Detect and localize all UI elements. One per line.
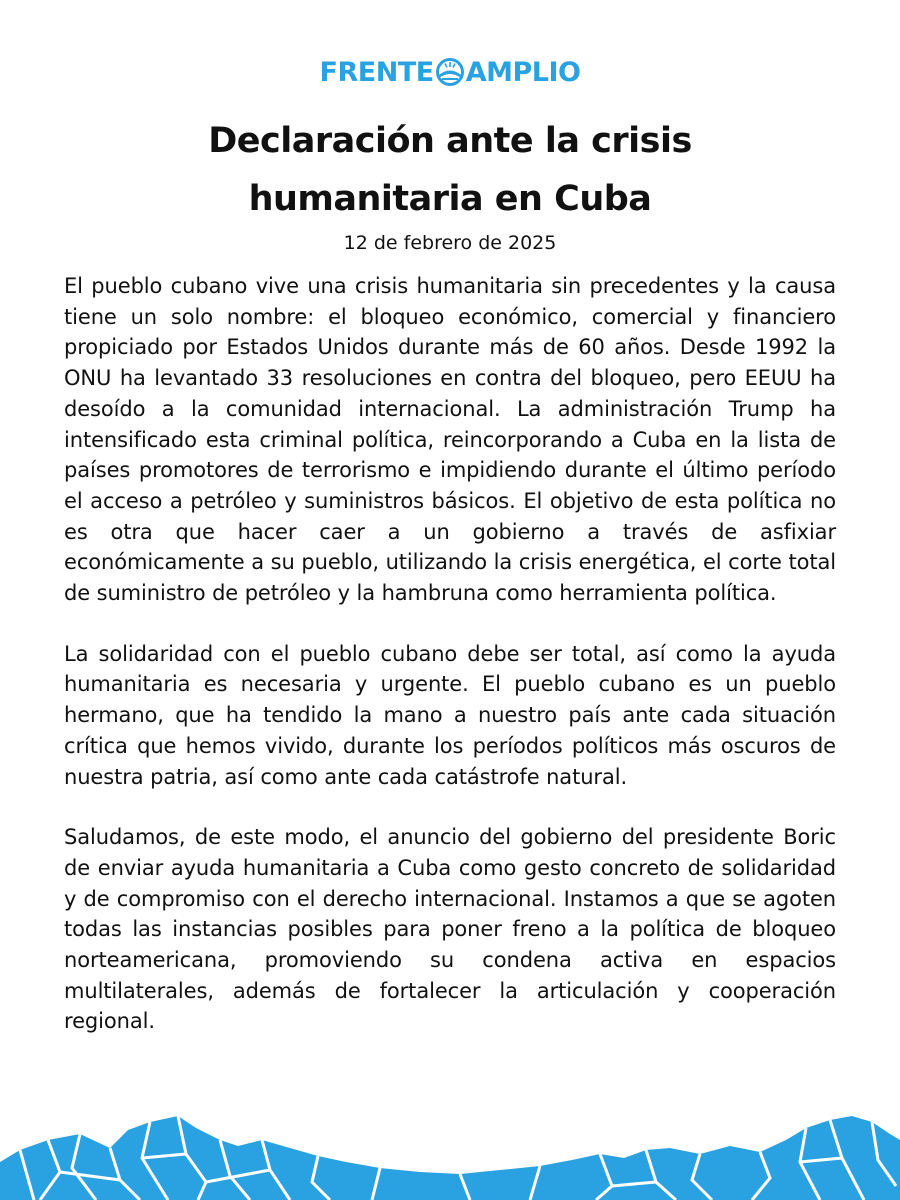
paragraph-1: El pueblo cubano vive una crisis humanitaria sin precedentes y la causa tiene un solo nombre: el bloqueo económico, comercial y financiero propiciado por Estados Unidos durante más de 60 años. Desde 1992 la ONU ha levantado 33 resoluciones en contra del bloqueo, pero EEUU ha desoído a la comunidad internacional. La administración Trump ha intensificado esta criminal política, reincorporando a Cuba en la lista de países promotores de terrorismo e impidiendo durante el último período el acceso a petróleo y suministros básicos. El objetivo de esta política no es otra que hacer caer a un gobierno a través de asfixiar económicamente a su pueblo, utilizando la crisis energética, el corte total de suministro de petróleo y la hambruna como herramienta política. [64, 274, 836, 606]
document-date: 12 de febrero de 2025 [343, 232, 557, 254]
paragraph-3: Saludamos, de este modo, el anuncio del gobierno del presidente Boric de enviar ayuda humanitaria a Cuba como gesto concreto de solidaridad y de compromiso con el derecho internacional. Instamos a que se agoten todas las instancias posibles para poner freno a la política de bloqueo norteamericana, promoviendo su condena activa en espacios multilaterales, además de fortalecer la articulación y cooperación regional. [64, 825, 836, 1034]
logo-word-frente: FRENTE [319, 56, 434, 88]
logo-word-amplio: AMPLIO [465, 56, 581, 88]
page-title [60, 112, 840, 228]
declaration-body [64, 271, 836, 1037]
paragraph-2: La solidaridad con el pueblo cubano debe ser total, así como la ayuda humanitaria es necesaria y urgente. El pueblo cubano es un pueblo hermano, que ha tendido la mano a nuestro país ante cada situación crítica que hemos vivido, durante los períodos políticos más oscuros de nuestra patria, así como ante cada catástrofe natural. [64, 641, 836, 789]
globe-sun-icon [435, 57, 465, 87]
mountain-mosaic-decoration [0, 1110, 900, 1200]
frente-amplio-logo [0, 52, 900, 92]
title-line-1: Declaración ante la crisis [208, 121, 692, 161]
title-line-2: humanitaria en Cuba [248, 179, 652, 219]
